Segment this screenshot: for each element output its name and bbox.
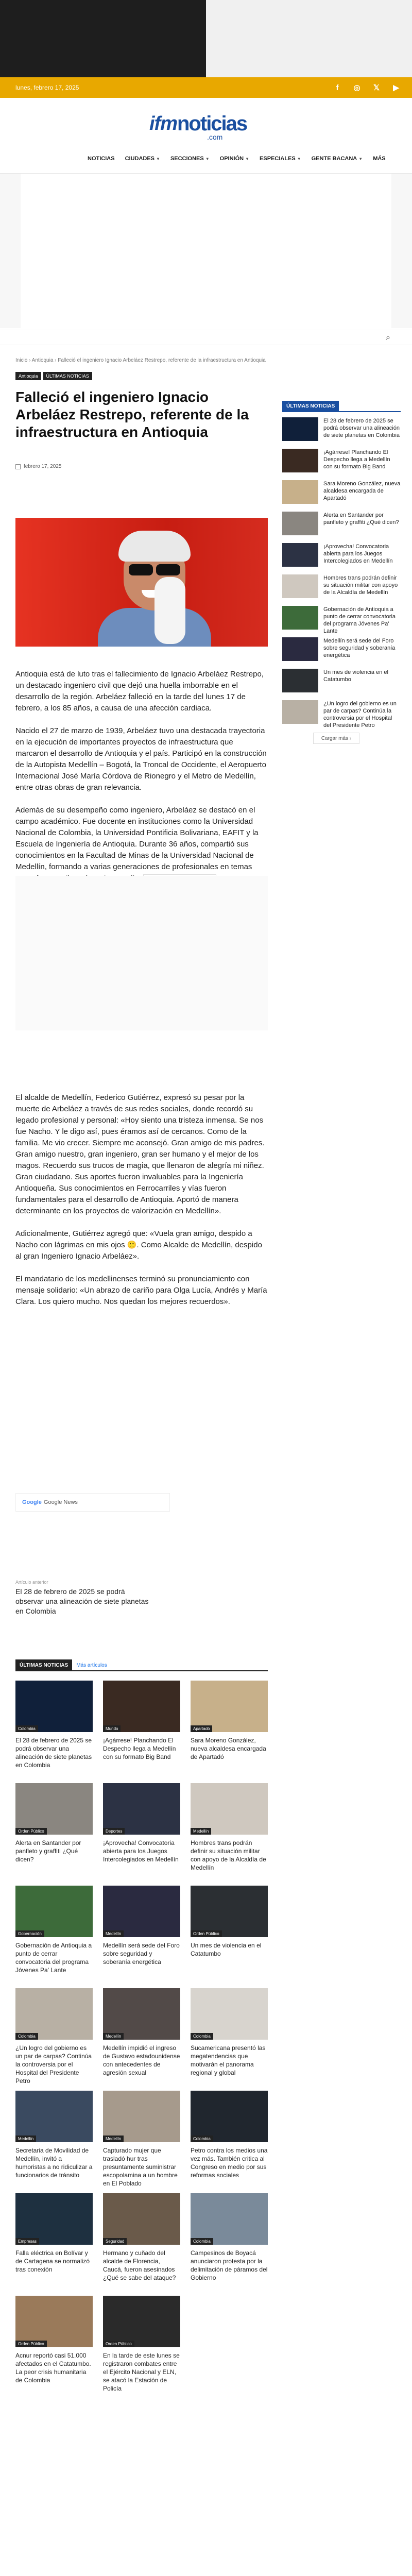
related-article-title[interactable]: Acnur reportó casi 51.000 afectados en el Catatumbo. La peor crisis humanitaria de Colombia (15, 2352, 91, 2384)
sidebar-article-title[interactable]: Alerta en Santander por panfleto y graffiti ¿Qué dicen? (323, 512, 399, 526)
category-badge[interactable]: Orden Público (15, 1828, 47, 1835)
article-thumbnail[interactable] (15, 2296, 93, 2347)
related-section-header (15, 1660, 268, 1671)
sidebar-thumbnail[interactable] (282, 480, 318, 504)
related-article-title[interactable]: Medellín será sede del Foro sobre seguridad y soberanía energética (103, 1942, 180, 1965)
article-thumbnail[interactable] (103, 1886, 180, 1937)
related-article-card[interactable] (103, 1886, 180, 1988)
google-news-follow-button[interactable] (15, 1493, 170, 1512)
category-badge[interactable]: Deportes (103, 1828, 125, 1835)
related-article-card[interactable] (103, 1783, 180, 1886)
ad-image[interactable] (0, 0, 206, 77)
article-thumbnail[interactable] (103, 1988, 180, 2040)
category-badge[interactable]: Medellín (103, 2136, 124, 2142)
category-badge[interactable]: Colombia (15, 2033, 38, 2040)
site-logo[interactable] (149, 103, 268, 144)
related-article-title[interactable]: Sucamericana presentó las megatendencias que motivarán el panorama regional y global (191, 2044, 266, 2076)
related-article-card[interactable] (15, 1988, 93, 2091)
top-advertisement (0, 0, 412, 77)
logo-com: .com (207, 133, 223, 141)
chevron-down-icon: ▼ (358, 156, 363, 161)
article-thumbnail[interactable] (15, 1988, 93, 2040)
related-article-card[interactable] (15, 2193, 93, 2296)
sidebar-article-title[interactable]: ¡Aprovecha! Convocatoria abierta para los Juegos Intercolegiados en Medellín (323, 544, 393, 564)
related-article-title[interactable]: Capturado mujer que trasladó hur tras presuntamente suministrar escopolamina a un hombre en El Poblado (103, 2147, 178, 2187)
previous-article[interactable] (15, 1580, 149, 1616)
article-thumbnail[interactable] (103, 2296, 180, 2347)
category-badge[interactable]: Apartadó (191, 1725, 212, 1732)
article-thumbnail[interactable] (15, 1783, 93, 1835)
sidebar-article[interactable] (282, 449, 401, 475)
article-thumbnail[interactable] (191, 2193, 268, 2245)
related-article-title[interactable]: Sara Moreno González, nueva alcaldesa encargada de Apartadó (191, 1737, 266, 1760)
article-paragraph: Adicionalmente, Gutiérrez agregó que: «Vuela gran amigo, despido a Nacho con lágrimas en mis ojos 🙁. Como Alcalde de Medellín, despido al gran Ingeniero Ignacio Arbeláez». (15, 1229, 262, 1261)
sidebar-thumbnail[interactable] (282, 449, 318, 472)
category-badge[interactable]: Seguridad (103, 2238, 127, 2245)
nav-opinion[interactable]: OPINIÓN ▼ (219, 156, 250, 162)
sidebar-header-label: ÚLTIMAS NOTICIAS (282, 401, 339, 411)
article-paragraph: El alcalde de Medellín, Federico Gutiérrez, expresó su pesar por la muerte de Arbeláez a través de sus redes sociales, donde recordó su legado profesional y personal: «Hoy siento una tristeza inmensa. Se nos fue Nacho. Y le digo así, pues éramos así de cercanos. Como de la familia. Me vio crecer. Siempre me aconsejó. Gran amigo de mis padres. Gran amigo nuestro, gran ingeniero, gran ser humano y el mejor de los magos. Recuerdo sus trucos de magia, que llenaron de alegría mi niñez. Gran ciudadano. Sus aportes fueron invaluables para la Ingeniería Antioqueña. Sus conocimientos en Ferrocarriles y vías fueron fundamentales para el desarrollo de Antioquia. Aportó de manera determinante en los proyectos de valorización en Medellín». (15, 1093, 265, 1215)
related-article-title[interactable]: Alerta en Santander por panfleto y graffiti ¿Qué dicen? (15, 1839, 81, 1863)
related-articles-grid (15, 1681, 268, 2398)
social-links (333, 83, 401, 92)
sidebar (282, 401, 401, 744)
current-date: lunes, febrero 17, 2025 (15, 84, 79, 91)
sidebar-article[interactable] (282, 637, 401, 664)
article-thumbnail[interactable] (191, 1886, 268, 1937)
chevron-down-icon: ▼ (156, 156, 160, 161)
article-thumbnail[interactable] (191, 1783, 268, 1835)
nav-ciudades[interactable]: CIUDADES ▼ (125, 156, 160, 162)
sidebar-thumbnail[interactable] (282, 637, 318, 661)
article-thumbnail[interactable] (15, 1681, 93, 1732)
related-article-card[interactable] (103, 1988, 180, 2091)
sidebar-article[interactable] (282, 512, 401, 538)
related-article-title[interactable]: En la tarde de este lunes se registraron combates entre el Ejército Nacional y ELN, se atacó la Estación de Policía (103, 2352, 180, 2392)
chevron-down-icon: ▼ (205, 156, 210, 161)
category-tags (15, 372, 92, 380)
related-article-card[interactable] (103, 1681, 180, 1783)
sidebar-thumbnail[interactable] (282, 543, 318, 567)
related-article-title[interactable]: Un mes de violencia en el Catatumbo (191, 1942, 262, 1957)
main-nav (82, 152, 391, 165)
article-thumbnail[interactable] (15, 2193, 93, 2245)
article-body-top (15, 669, 268, 895)
sidebar-article-title[interactable]: ¿Un logro del gobierno es un par de carpas? Continúa la controversia por el Hospital del Presidente Petro (323, 701, 397, 728)
sidebar-article-title[interactable]: ¡Agárrese! Planchando El Despecho llega a Medellín con su formato Big Band (323, 449, 390, 470)
hero-person-illustration (98, 531, 211, 647)
related-article-card[interactable] (15, 1681, 93, 1783)
article-meta (15, 464, 61, 469)
chevron-down-icon: ▼ (297, 156, 301, 161)
category-badge[interactable]: Mundo (103, 1725, 121, 1732)
related-article-card[interactable] (191, 1886, 268, 1988)
sidebar-article-title[interactable]: El 28 de febrero de 2025 se podrá observar una alineación de siete planetas en Colombia (323, 418, 400, 438)
x-twitter-icon[interactable]: 𝕏 (373, 83, 380, 92)
sidebar-article[interactable] (282, 543, 401, 569)
category-badge[interactable]: Orden Público (103, 2341, 134, 2347)
facebook-icon[interactable]: f (336, 83, 339, 92)
load-more-button[interactable]: Cargar más › (313, 733, 359, 744)
sidebar-article[interactable] (282, 700, 401, 726)
article-paragraph: Nacido el 27 de marzo de 1939, Arbeláez tuvo una destacada trayectoria en la ejecución de importantes proyectos de infraestructura que marcaron el desarrollo de Antioquia y el país. Participó en la construcción de la Autopista Medellín – Bogotá, la Troncal de Occidente, el Aeropuerto Internacional José María Córdova de Rionegro y el Metro de Medellín, entre otras obras de gran relevancia. (15, 726, 267, 792)
related-article-title[interactable]: Falla eléctrica en Bolívar y de Cartagena se normalizó tras conexión (15, 2249, 90, 2273)
article-thumbnail[interactable] (191, 1681, 268, 1732)
nav-noticias[interactable]: NOTICIAS (88, 156, 115, 162)
article-thumbnail[interactable] (15, 1886, 93, 1937)
article-date: febrero 17, 2025 (24, 464, 62, 469)
in-article-advertisement (15, 876, 268, 1030)
sidebar-article-title[interactable]: Sara Moreno González, nueva alcaldesa encargada de Apartadó (323, 481, 401, 501)
category-badge[interactable]: Medellín (191, 1828, 211, 1835)
article-paragraph: El mandatario de los medellinenses terminó su pronunciamiento con mensaje solidario: «Un abrazo de cariño para Olga Lucía, Andrés y María Clara. Los quiero mucho. Nos quedan los mejores recuerdos». (15, 1275, 267, 1306)
sidebar-header (282, 401, 401, 412)
category-badge[interactable]: Colombia (191, 2238, 213, 2245)
related-article-title[interactable]: Gobernación de Antioquia a punto de cerrar convocatoria del programa Jóvenes Pa' Lante (15, 1942, 92, 1974)
tab-ultimas-noticias[interactable]: ÚLTIMAS NOTICIAS (15, 1659, 72, 1671)
related-article-card[interactable] (191, 2091, 268, 2193)
sidebar-article[interactable] (282, 606, 401, 632)
youtube-icon[interactable]: ▶ (393, 83, 399, 92)
article-thumbnail[interactable] (191, 2091, 268, 2142)
calendar-icon (15, 464, 21, 469)
related-article-card[interactable] (103, 2091, 180, 2193)
article-thumbnail[interactable] (103, 1681, 180, 1732)
article-body-bottom (15, 1092, 268, 1319)
article-paragraph: Antioquia está de luto tras el fallecimiento de Ignacio Arbeláez Restrepo, un destacado ingeniero civil que dejó una huella imborrable en el desarrollo de la región. Arbeláez falleció en la tarde del lunes 17 de febrero, a los 85 años, a causa de una afección cardiaca. (15, 670, 264, 713)
article-paragraph: Además de su desempeño como ingeniero, Arbeláez se destacó en el campo académico. Fue docente en instituciones como la Universidad Nacional de Colombia, la Universidad Pontificia Bolivariana, EAFIT y la Escuela de Ingeniería de Antioquia. Durante 36 años, compartió sus conocimientos en la Facultad de Minas de la Universidad Nacional de Medellín, formando a varias generaciones de profesionales en temas (15, 805, 268, 884)
sidebar-article-title[interactable]: Un mes de violencia en el Catatumbo (323, 669, 388, 683)
related-article-title[interactable]: Medellín impidió el ingreso de Gustavo estadounidense con antecedentes de agresión sexual (103, 2044, 180, 2076)
tag-antioquia[interactable]: Antioquia (15, 372, 41, 380)
nav-mas[interactable]: MÁS (373, 156, 386, 162)
article-thumbnail[interactable] (103, 2193, 180, 2245)
sidebar-thumbnail[interactable] (282, 417, 318, 441)
related-article-card[interactable] (191, 1988, 268, 2091)
article-thumbnail[interactable] (103, 1783, 180, 1835)
article-thumbnail[interactable] (103, 2091, 180, 2142)
chevron-down-icon: ▼ (245, 156, 250, 161)
category-badge[interactable]: Empresas (15, 2238, 39, 2245)
tab-mas-articulos[interactable]: Más artículos (76, 1662, 107, 1668)
article-hero-image (15, 518, 268, 647)
sidebar-article[interactable] (282, 669, 401, 695)
related-article-title[interactable]: ¡Aprovecha! Convocatoria abierta para los Juegos Intercolegiados en Medellín (103, 1839, 179, 1863)
related-article-card[interactable] (15, 2091, 93, 2193)
sidebar-thumbnail[interactable] (282, 574, 318, 598)
logo-brand: noticias (177, 112, 247, 135)
sidebar-article-title[interactable]: Gobernación de Antioquia a punto de cerrar convocatoria del programa Jóvenes Pa' Lante (323, 606, 396, 634)
sidebar-thumbnail[interactable] (282, 669, 318, 692)
related-article-title[interactable]: Hermano y cuñado del alcalde de Florencia, Caucá, fueron asesinados ¿Qué se sabe del ataque? (103, 2249, 176, 2281)
search-row (0, 330, 412, 345)
related-article-title[interactable]: Petro contra los medios una vez más. También critica al Congreso en medio por sus reformas sociales (191, 2147, 268, 2179)
google-logo: Google (22, 1499, 42, 1505)
category-badge[interactable]: Orden Público (15, 2341, 47, 2347)
category-badge[interactable]: Colombia (191, 2033, 213, 2040)
related-article-card[interactable] (15, 1783, 93, 1886)
article-title: Falleció el ingeniero Ignacio Arbeláez Restrepo, referente de la infraestructura en Antioquia (15, 389, 249, 440)
tag-ultimas-noticias[interactable]: ÚLTIMAS NOTICIAS (43, 372, 92, 380)
previous-article-label: Artículo anterior (15, 1580, 48, 1585)
article-thumbnail[interactable] (15, 2091, 93, 2142)
category-badge[interactable]: Medellín (15, 2136, 36, 2142)
category-badge[interactable]: Medellín (103, 1930, 124, 1937)
related-article-title[interactable]: El 28 de febrero de 2025 se podrá observar una alineación de siete planetas en Colombia (15, 1737, 92, 1769)
related-article-card[interactable] (15, 1886, 93, 1988)
related-article-card[interactable] (191, 1783, 268, 1886)
related-article-card[interactable] (15, 2296, 93, 2398)
sidebar-article-title[interactable]: Hombres trans podrán definir su situación militar con apoyo de la Alcaldía de Medellín (323, 575, 398, 596)
category-badge[interactable]: Medellín (103, 2033, 124, 2040)
search-icon[interactable]: ⌕ (386, 333, 390, 342)
sidebar-article[interactable] (282, 480, 401, 506)
related-article-title[interactable]: ¿Un logro del gobierno es un par de carpas? Continúa la controversia por el Hospital del Presidente Petro (15, 2044, 92, 2084)
ad-banner-slot[interactable] (21, 174, 391, 328)
sidebar-article-title[interactable]: Medellín será sede del Foro sobre seguridad y soberanía energética (323, 638, 396, 658)
instagram-icon[interactable]: ◎ (353, 83, 360, 92)
related-article-title[interactable]: ¡Agárrese! Planchando El Despecho llega a Medellín con su formato Big Band (103, 1737, 176, 1760)
top-bar (0, 77, 412, 98)
nav-secciones[interactable]: SECCIONES ▼ (170, 156, 210, 162)
related-article-card[interactable] (103, 2193, 180, 2296)
sidebar-article[interactable] (282, 417, 401, 444)
related-article-card[interactable] (103, 2296, 180, 2398)
article-thumbnail[interactable] (191, 1988, 268, 2040)
sidebar-article[interactable] (282, 574, 401, 601)
category-badge[interactable]: Gobernación (15, 1930, 44, 1937)
sidebar-thumbnail[interactable] (282, 700, 318, 724)
banner-advertisement (0, 174, 412, 328)
logo-ifm: ifm (149, 112, 177, 134)
related-article-title[interactable]: Hombres trans podrán definir su situación militar con apoyo de la Alcaldía de Medellín (191, 1839, 266, 1871)
nav-especiales[interactable]: ESPECIALES ▼ (260, 156, 301, 162)
sidebar-thumbnail[interactable] (282, 512, 318, 535)
previous-article-title: El 28 de febrero de 2025 se podrá observar una alineación de siete planetas en Colombia (15, 1587, 149, 1615)
google-news-label: Google News (43, 1499, 78, 1505)
breadcrumb[interactable]: Inicio › Antioquia › Falleció el ingeniero Ignacio Arbeláez Restrepo, referente de la infraestructura en Antioquia (15, 358, 266, 363)
related-article-title[interactable]: Campesinos de Boyacá anunciaron protesta por la delimitación de páramos del Gobierno (191, 2249, 268, 2281)
related-article-card[interactable] (191, 1681, 268, 1783)
related-article-title[interactable]: Secretaria de Movilidad de Medellín, invitó a humoristas a no ridiculizar a funcionarios de tránsito (15, 2147, 93, 2179)
sidebar-thumbnail[interactable] (282, 606, 318, 630)
category-badge[interactable]: Colombia (191, 2136, 213, 2142)
sidebar-list (282, 417, 401, 726)
category-badge[interactable]: Colombia (15, 1725, 38, 1732)
category-badge[interactable]: Orden Público (191, 1930, 222, 1937)
related-article-card[interactable] (191, 2193, 268, 2296)
nav-gente-bacana[interactable]: GENTE BACANA ▼ (311, 156, 363, 162)
